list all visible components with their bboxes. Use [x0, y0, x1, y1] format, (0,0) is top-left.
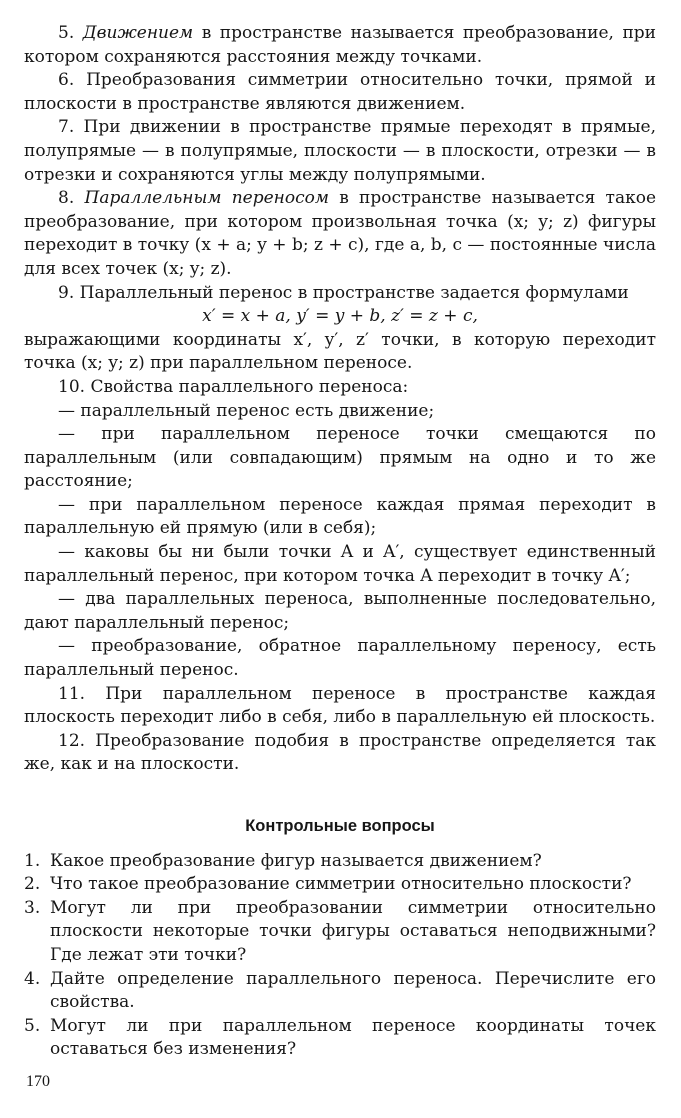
- question-1: 1. Какое преобразование фигур называется движением?: [24, 850, 542, 871]
- term-motion: Движением: [82, 23, 194, 43]
- item-8: 8. Параллельным переносом в пространстве называется такое преобразование, при котором произвольная точка (x; y; z) фигуры переходит в точку (x + a; y + b; z + c), где a, b, c — постоянные числа для всех точек (x; y; z).: [24, 188, 657, 279]
- property-6: — преобразование, обратное параллельному переносу, есть параллельный перенос.: [24, 636, 656, 681]
- item-9-continuation: выражающими координаты x′, y′, z′ точки, в которую переходит точка (x; y; z) при параллельном переносе.: [24, 329, 656, 374]
- item-9: 9. Параллельный перенос в пространстве задается формулами: [58, 282, 629, 303]
- question-5: 5. Могут ли при параллельном переносе координаты точек оставаться без изменения?: [24, 1015, 656, 1060]
- term-translation: Параллельным переносом: [84, 188, 329, 209]
- section-heading: Контрольные вопросы: [245, 817, 435, 835]
- page-number: 170: [26, 1073, 50, 1090]
- item-5: 5. Движением в пространстве называется преобразование, при котором сохраняются расстояния между точками.: [24, 23, 657, 67]
- question-4: 4. Дайте определение параллельного переноса. Перечислите его свойства.: [24, 968, 656, 1013]
- item-6: 6. Преобразования симметрии относительно точки, прямой и плоскости в пространстве являются движением.: [24, 70, 656, 114]
- property-4: — каковы бы ни были точки A и A′, существует единственный параллельный перенос, при котором точка A переходит в точку A′;: [24, 542, 656, 586]
- page-body: [24, 22, 656, 1062]
- item-10: 10. Свойства параллельного переноса:: [58, 376, 409, 397]
- property-2: — при параллельном переносе точки смещаются по параллельным (или совпадающим) прямым на одно и то же расстояние;: [24, 424, 656, 492]
- question-2: 2. Что такое преобразование симметрии относительно плоскости?: [24, 874, 632, 895]
- property-5: — два параллельных переноса, выполненные последовательно, дают параллельный перенос;: [24, 589, 656, 633]
- item-7: 7. При движении в пространстве прямые переходят в прямые, полупрямые — в полупрямые, плоскости — в плоскости, отрезки — в отрезки и сохраняются углы между полупрямыми.: [24, 117, 656, 185]
- property-1: — параллельный перенос есть движение;: [58, 400, 435, 421]
- item-11: 11. При параллельном переносе в пространстве каждая плоскость переходит либо в себя, либо в параллельную ей плоскость.: [24, 683, 656, 728]
- property-3: — при параллельном переносе каждая прямая переходит в параллельную ей прямую (или в себя);: [24, 494, 656, 539]
- question-3: 3. Могут ли при преобразовании симметрии относительно плоскости некоторые точки фигуры оставаться неподвижными? Где лежат эти точки?: [24, 897, 656, 965]
- item-12: 12. Преобразование подобия в пространстве определяется так же, как и на плоскости.: [24, 730, 656, 775]
- translation-formula: x′ = x + a, y′ = y + b, z′ = z + c,: [202, 306, 478, 327]
